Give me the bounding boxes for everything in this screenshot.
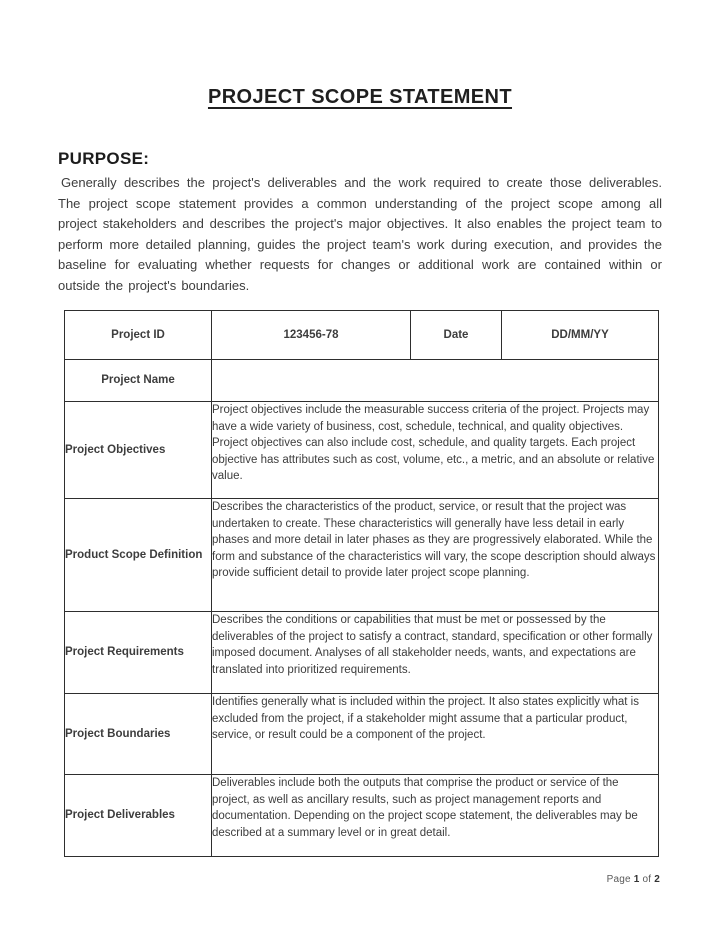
- project-deliverables-text-cell: Deliverables include both the outputs that comprise the product or service of the project, as well as ancillary results, such as project management reports and documentation. Depending on the project scope statement, the deliverables may be described at a summary level or in great detail.: [212, 775, 659, 857]
- product-scope-definition-text-cell: Describes the characteristics of the product, service, or result that the project was undertaken to create. These characteristics will generally have less detail in early phases and more detail in later phases as they are progressively elaborated. While the form and substance of the characteristics will vary, the scope description should always provide sufficient detail to provide later project scope planning.: [212, 499, 659, 612]
- project-id-value-cell: 123456-78: [212, 311, 411, 360]
- footer-of-word: of: [639, 874, 655, 885]
- scope-table: [64, 310, 659, 857]
- table-row-project-deliverables: [65, 775, 659, 857]
- project-requirements-label-cell: Project Requirements: [65, 612, 212, 694]
- project-deliverables-label-cell: Project Deliverables: [65, 775, 212, 857]
- table-row-project-boundaries: [65, 694, 659, 775]
- table-row-project-name: [65, 360, 659, 402]
- table-row-project-requirements: [65, 612, 659, 694]
- footer-current-page: 1: [633, 874, 640, 885]
- table-row-header: [65, 311, 659, 360]
- page-footer: [0, 874, 660, 885]
- date-label-cell: Date: [411, 311, 502, 360]
- project-name-label-cell: Project Name: [65, 360, 212, 402]
- table-row-product-scope-definition: [65, 499, 659, 612]
- project-name-value-cell: [212, 360, 659, 402]
- purpose-heading: PURPOSE:: [58, 149, 150, 168]
- purpose-paragraph: Generally describes the project's deliverables and the work required to create those deliverables. The project scope statement provides a common understanding of the project scope among all project stakeholders and describes the project's major objectives. It also enables the project team to perform more detailed planning, guides the project team's work during execution, and provides the baseline for evaluating whether requests for changes or additional work are contained within or outside the project's boundaries.: [58, 175, 662, 293]
- document-title: PROJECT SCOPE STATEMENT: [207, 86, 513, 108]
- table-row-project-objectives: [65, 402, 659, 499]
- date-value-cell: DD/MM/YY: [502, 311, 659, 360]
- project-boundaries-label-cell: Project Boundaries: [65, 694, 212, 775]
- footer-page-word: Page: [606, 874, 634, 885]
- project-objectives-text-cell: Project objectives include the measurable success criteria of the project. Projects may have a wide variety of business, cost, schedule, technical, and quality objectives. Project objectives can also include cost, schedule, and quality targets. Each project objective has attributes such as cost, volume, etc., a metric, and an absolute or relative value.: [212, 402, 659, 499]
- project-boundaries-text-cell: Identifies generally what is included within the project. It also states explicitly what is excluded from the project, if a stakeholder might assume that a particular product, service, or result could be a component of the project.: [212, 694, 659, 775]
- project-objectives-label-cell: Project Objectives: [65, 402, 212, 499]
- project-requirements-text-cell: Describes the conditions or capabilities that must be met or possessed by the deliverables of the project to satisfy a contract, standard, specification or other formally imposed document. Analyses of all stakeholder needs, wants, and expectations are translated into prioritized requirements.: [212, 612, 659, 694]
- footer-total-pages: 2: [654, 874, 660, 885]
- product-scope-definition-label-cell: Product Scope Definition: [65, 499, 212, 612]
- project-id-label-cell: Project ID: [65, 311, 212, 360]
